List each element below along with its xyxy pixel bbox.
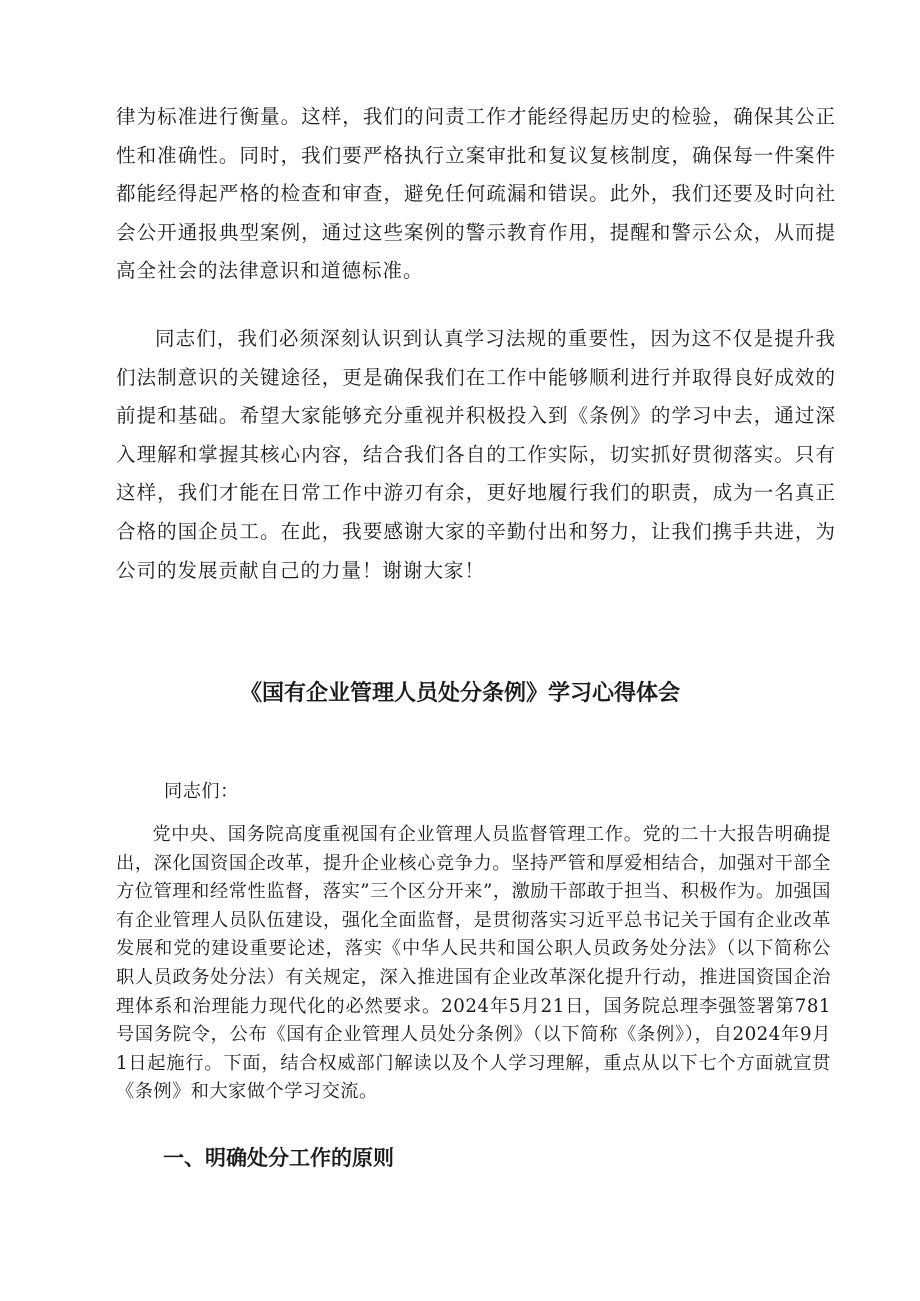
paragraph-introduction: 党中央、国务院高度重视国有企业管理人员监督管理工作。党的二十大报告明确提出，深化国资国企改革，提升企业核心竞争力。坚持严管和厚爱相结合，加强对干部全方位管理和经常性监督，落实”三个区分开来”，激励干部敢于担当、积极作为。加强国有企业管理人员队伍建设，强化全面监督，是贯彻落实习近平总书记关于国有企业改革发展和党的建设重要论述，落实《中华人民共和国公职人员政务处分法》（以下简称公职人员政务处分法）有关规定，深入推进国有企业改革深化提升行动，推进国资国企治理体系和治理能力现代化的必然要求。2024年5月21日，国务院总理李强签署第781号国务院令，公布《国有企业管理人员处分条例》（以下简称《条例》），自2024年9月1日起施行。下面，结合权威部门解读以及个人学习理解，重点从以下七个方面就宣贯《条例》和大家做个学习交流。 xyxy=(116,824,831,1103)
paragraph-accountability: 律为标准进行衡量。这样，我们的问责工作才能经得起历史的检验，确保其公正性和准确性。同时，我们要严格执行立案审批和复议复核制度，确保每一件案件都能经得起严格的检查和审查，避免任何疏漏和错误。此外，我们还要及时向社会公开通报典型案例，通过这些案例的警示教育作用，提醒和警示公众，从而提高全社会的法律意识和道德标准。 xyxy=(116,105,836,283)
paragraph-closing-remarks: 同志们，我们必须深刻认识到认真学习法规的重要性，因为这不仅是提升我们法制意识的关键途径，更是确保我们在工作中能够顺利进行并取得良好成效的前提和基础。希望大家能够充分重视并积极投入到《条例》的学习中去，通过深入理解和掌握其核心内容，结合我们各自的工作实际，切实抓好贯彻落实。只有这样，我们才能在日常工作中游刃有余，更好地履行我们的职责，成为一名真正合格的国企员工。在此，我要感谢大家的辛勤付出和努力，让我们携手共进，为公司的发展贡献自己的力量！谢谢大家！ xyxy=(116,327,836,582)
greeting: 同志们： xyxy=(164,781,239,802)
document-title: 《国有企业管理人员处分条例》学习心得体会 xyxy=(239,681,680,706)
section-heading: 一、明确处分工作的原则 xyxy=(163,1146,394,1170)
